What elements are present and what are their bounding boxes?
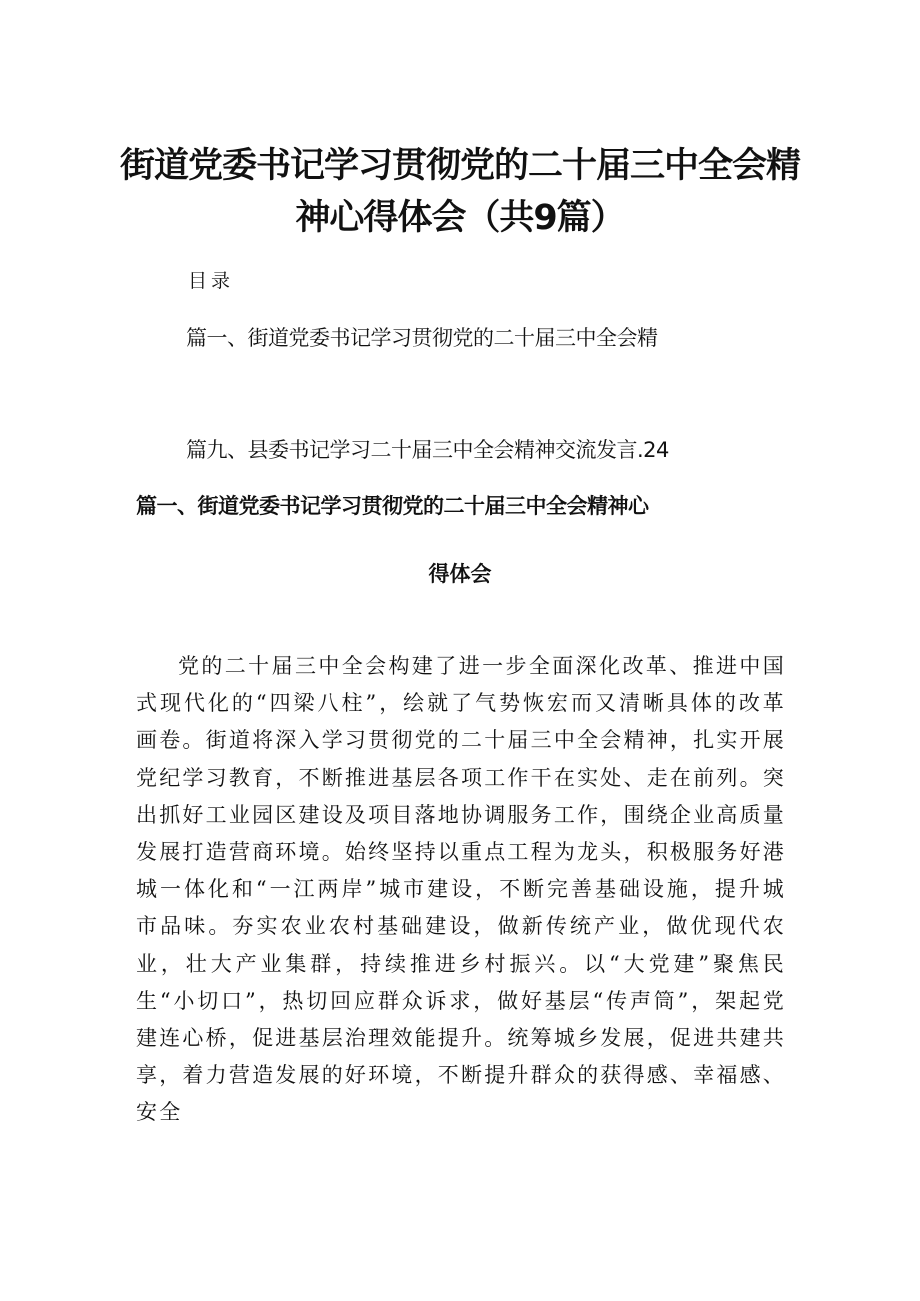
toc-item-1[interactable]: 篇一、街道党委书记学习贯彻党的二十届三中全会精 — [186, 326, 658, 350]
toc-item-9[interactable]: 篇九、县委书记学习二十届三中全会精神交流发言.24 — [186, 438, 669, 462]
document-title: 街道党委书记学习贯彻党的二十届三中全会精神心得体会（共9篇） — [120, 146, 801, 238]
body-paragraph: 党的二十届三中全会构建了进一步全面深化改革、推进中国式现代化的“四梁八柱”，绘就了气势恢宏而又清晰具体的改革画卷。街道将深入学习贯彻党的二十届三中全会精神，扎实开展党纪学习教育，不断推进基层各项工作干在实处、走在前列。突出抓好工业园区建设及项目落地协调服务工作，围绕企业高质量发展打造营商环境。始终坚持以重点工程为龙头，积极服务好港城一体化和“一江两岸”城市建设，不断完善基础设施，提升城市品味。夯实农业农村基础建设，做新传统产业，做优现代农业，壮大产业集群，持续推进乡村振兴。以“大党建”聚焦民生“小切口”，热切回应群众诉求，做好基层“传声筒”，架起党建连心桥，促进基层治理效能提升。统筹城乡发展，促进共建共享，着力营造发展的好环境，不断提升群众的获得感、幸福感、安全 — [136, 654, 786, 1125]
section-heading-continued: 得体会 — [428, 562, 492, 586]
section-heading: 篇一、街道党委书记学习贯彻党的二十届三中全会精神心 — [136, 494, 649, 518]
toc-label: 目录 — [188, 270, 235, 292]
